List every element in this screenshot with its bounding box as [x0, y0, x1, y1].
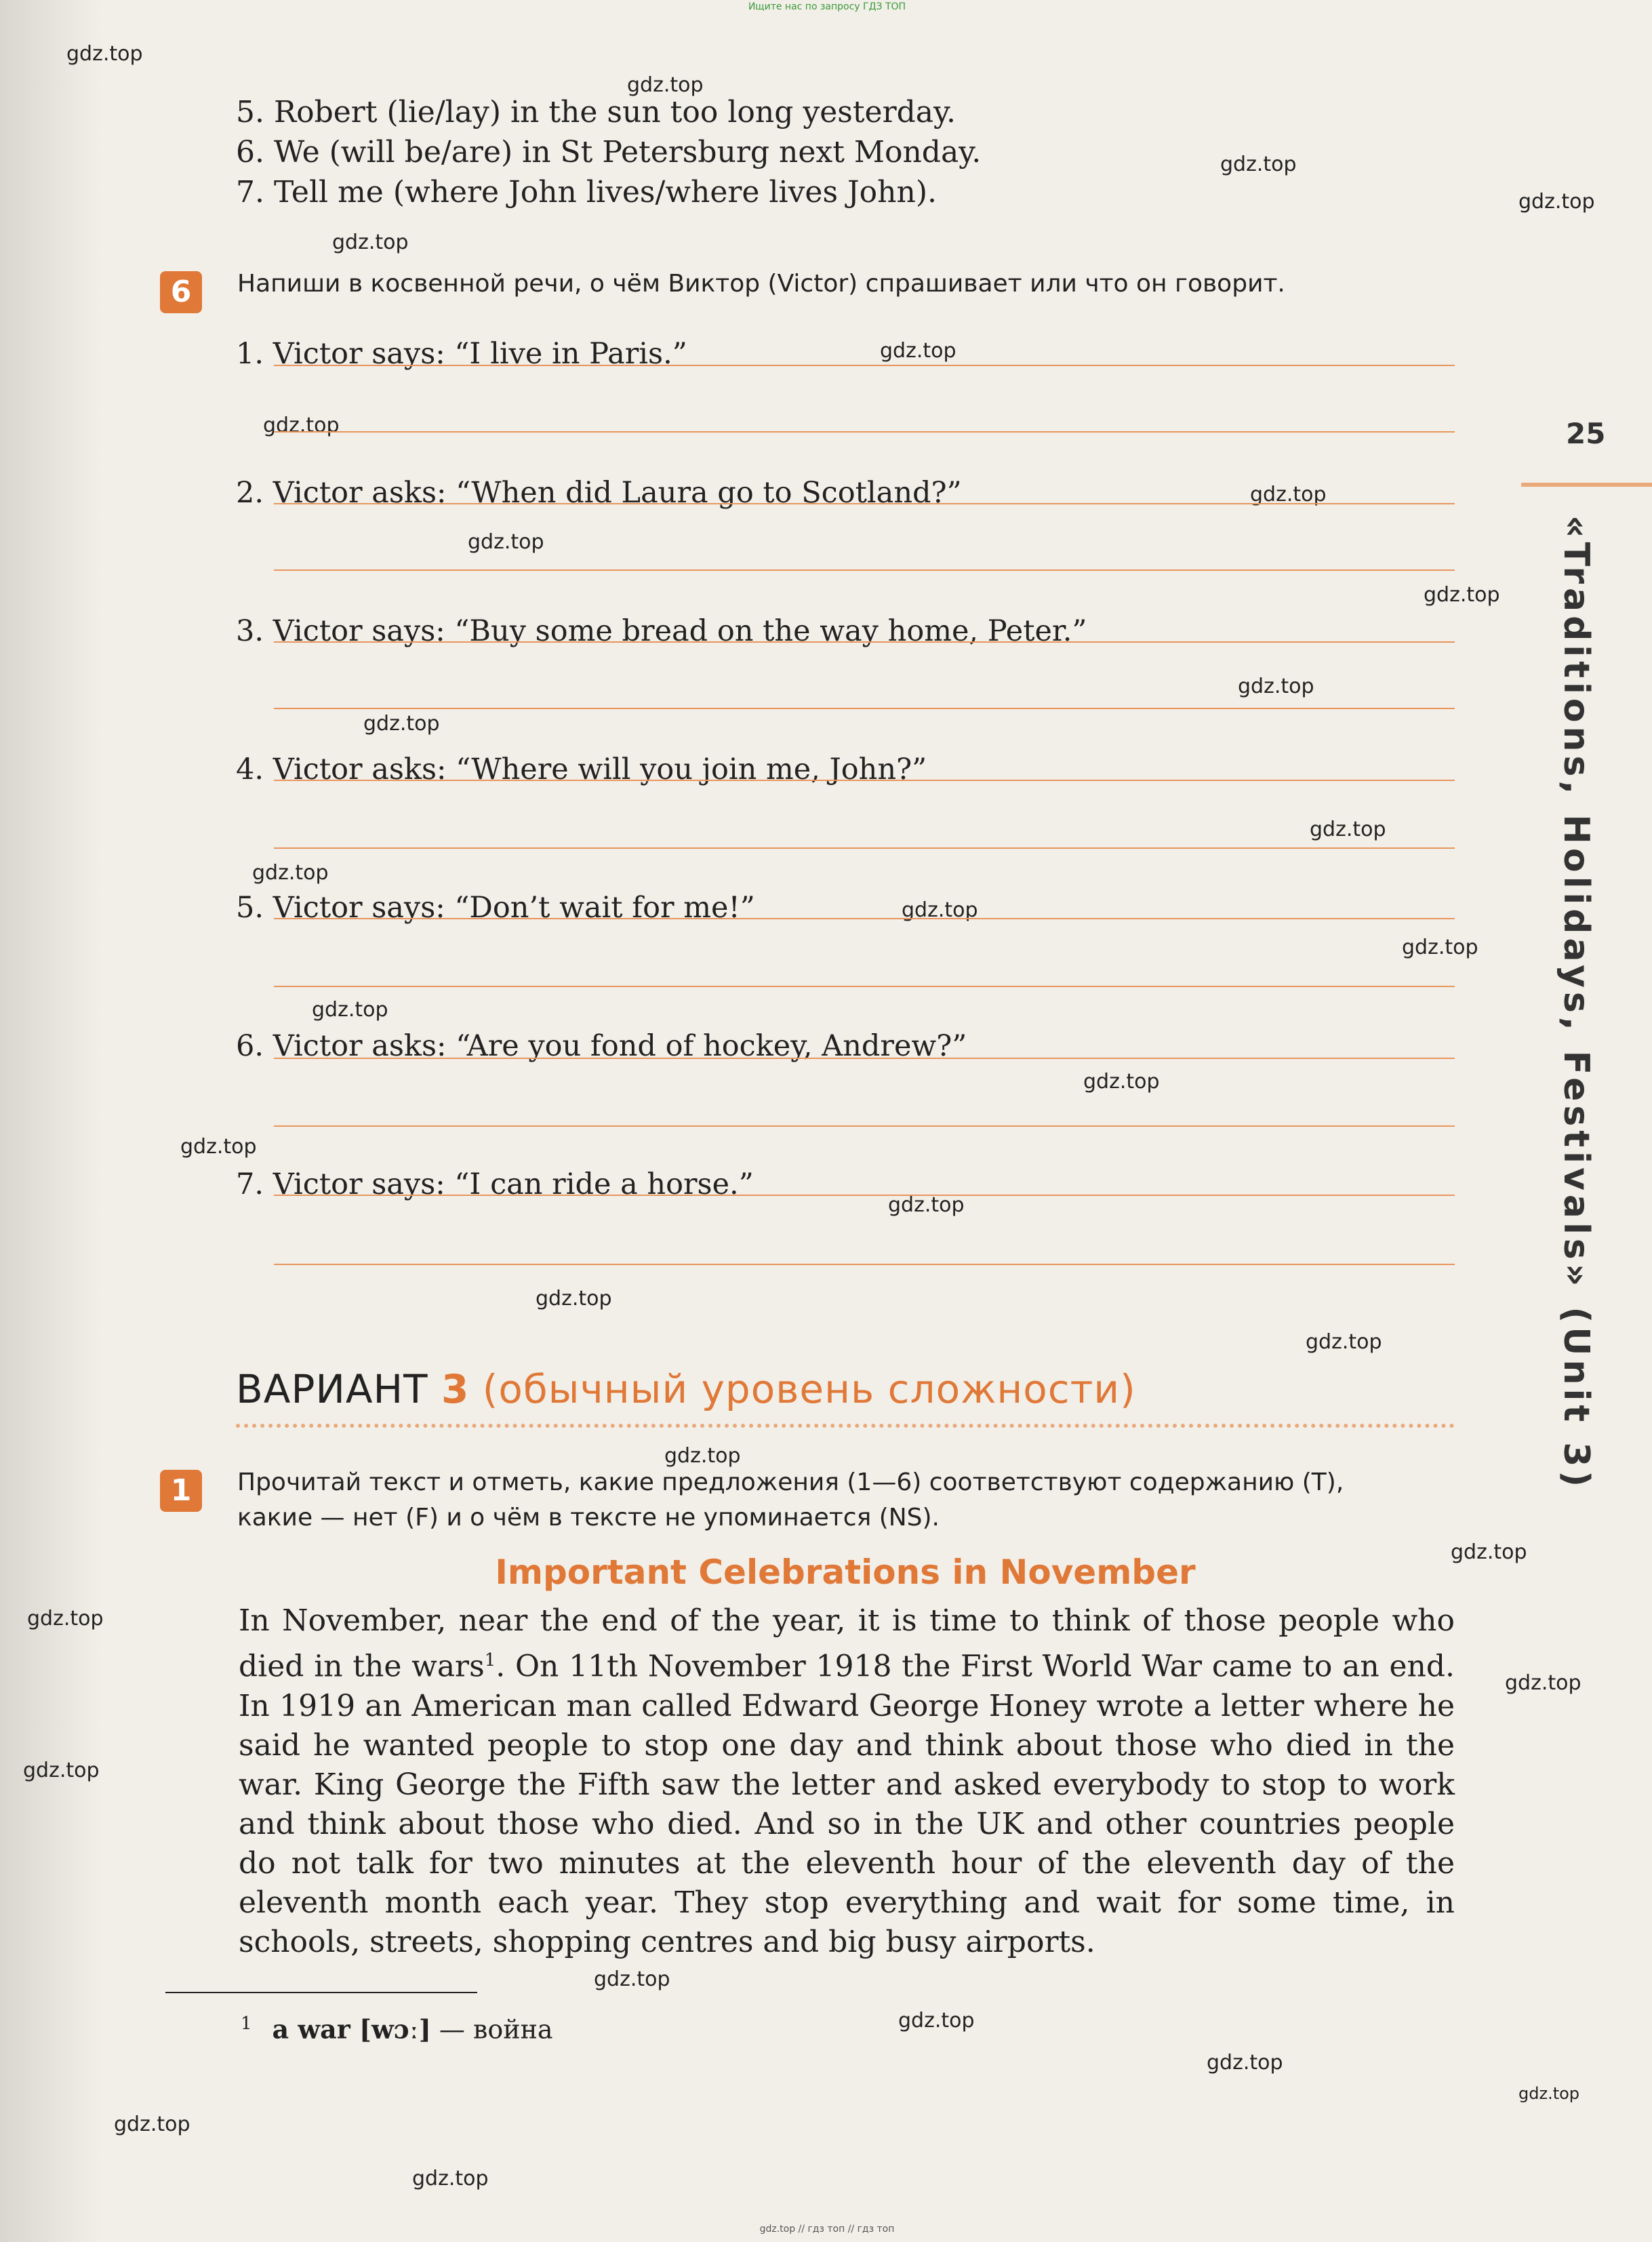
answer-line[interactable]: [274, 569, 1455, 571]
reading-text: [239, 1601, 1455, 1962]
footnote: [241, 2014, 553, 2045]
watermark: gdz.top: [898, 2009, 975, 2033]
watermark: gdz.top: [888, 1193, 965, 1217]
task-number-badge: 6: [160, 271, 202, 313]
exercise-item: 7. Victor says: “I can ride a horse.”: [236, 1167, 754, 1201]
prev-task-line: 7. Tell me (where John lives/where lives John).: [236, 175, 937, 209]
page-shadow: [0, 0, 102, 2242]
task-instruction: Прочитай текст и отметь, какие предложения (1—6) соответствуют содержанию (T),: [237, 1468, 1344, 1496]
watermark: gdz.top: [902, 898, 978, 922]
answer-line[interactable]: [274, 708, 1455, 709]
answer-line[interactable]: [274, 1125, 1455, 1127]
footnote-word: a war [wɔː]: [272, 2014, 431, 2045]
answer-line[interactable]: [274, 918, 1455, 919]
dotted-divider: [236, 1424, 1455, 1428]
footnote-number: 1: [241, 2014, 252, 2034]
exercise-item: 3. Victor says: “Buy some bread on the way home, Peter.”: [236, 614, 1087, 648]
exercise-item: 2. Victor asks: “When did Laura go to Scotland?”: [236, 476, 962, 510]
watermark: gdz.top: [180, 1135, 257, 1159]
exercise-item: 1. Victor says: “I live in Paris.”: [236, 337, 687, 371]
reading-text-part1: In November, near the end of the year, it is time to think of those people who died in the wars: [239, 1603, 1455, 1684]
unit-side-title: «Traditions, Holidays, Festivals» (Unit 3): [1556, 515, 1596, 1492]
prev-task-line: 5. Robert (lie/lay) in the sun too long yesterday.: [236, 95, 956, 129]
footnote-mark: 1: [484, 1650, 496, 1670]
watermark: gdz.top: [1518, 2084, 1580, 2103]
watermark: gdz.top: [627, 73, 704, 97]
watermark: gdz.top: [1250, 483, 1327, 506]
answer-line[interactable]: [274, 986, 1455, 987]
exercise-item: 5. Victor says: “Don’t wait for me!”: [236, 891, 755, 925]
answer-line[interactable]: [274, 1195, 1455, 1196]
exercise-item: 4. Victor asks: “Where will you join me, John?”: [236, 753, 927, 786]
watermark: gdz.top: [1306, 1330, 1382, 1354]
watermark: gdz.top: [263, 414, 340, 437]
watermark: gdz.top: [412, 2167, 489, 2190]
variant-word: ВАРИАНТ: [236, 1366, 428, 1412]
watermark: gdz.top: [27, 1607, 104, 1630]
watermark: gdz.top: [332, 231, 409, 254]
watermark: gdz.top: [1220, 153, 1297, 176]
watermark: gdz.top: [1505, 1671, 1582, 1695]
side-rule: [1521, 483, 1652, 487]
task-instruction: Напиши в косвенной речи, о чём Виктор (Victor) спрашивает или что он говорит.: [237, 270, 1285, 298]
watermark: gdz.top: [1451, 1540, 1527, 1564]
watermark: gdz.top: [1402, 936, 1478, 959]
watermark: gdz.top: [1207, 2051, 1283, 2075]
footnote-translation: — война: [430, 2014, 553, 2045]
watermark: gdz.top: [1310, 818, 1386, 841]
watermark: gdz.top: [252, 861, 329, 885]
answer-line[interactable]: [274, 1264, 1455, 1265]
watermark: gdz.top: [468, 530, 544, 554]
exercise-item: 6. Victor asks: “Are you fond of hockey, Andrew?”: [236, 1029, 967, 1063]
task-number-badge: 1: [160, 1470, 202, 1512]
watermark: gdz.top: [594, 1967, 670, 1991]
answer-line[interactable]: [274, 641, 1455, 643]
watermark: gdz.top: [1083, 1070, 1160, 1094]
footnote-rule: [165, 1992, 477, 1993]
answer-line[interactable]: [274, 780, 1455, 781]
watermark: gdz.top: [880, 339, 956, 363]
watermark: gdz.top: [23, 1759, 100, 1782]
variant-level: (обычный уровень сложности): [482, 1366, 1136, 1412]
watermark: gdz.top: [1518, 190, 1595, 214]
watermark: gdz.top: [536, 1287, 612, 1310]
watermark: gdz.top: [363, 712, 440, 736]
watermark: gdz.top: [664, 1444, 741, 1468]
watermark: gdz.top: [1238, 675, 1314, 698]
reading-text-part2: . On 11th November 1918 the First World War came to an end. In 1919 an American man called Edward George Honey wrote a letter where he said he wanted people to stop one day and think about those who died in the war. King George the Fifth saw the letter and asked everybody to stop to work and think about those who died. And so in the UK and other countries people do not talk for two minutes at the eleventh hour of the eleventh day of the eleventh month each year. They stop everything and wait for some time, in schools, streets, shopping centres and big busy airports.: [239, 1649, 1455, 1959]
variant-heading: [236, 1366, 1136, 1412]
watermark: gdz.top: [114, 2113, 190, 2136]
watermark: gdz.top: [312, 998, 388, 1022]
answer-line[interactable]: [274, 1058, 1455, 1059]
watermark: gdz.top: [66, 42, 143, 66]
top-banner: Ищите нас по запросу ГДЗ ТОП: [748, 1, 906, 12]
variant-number: 3: [441, 1366, 470, 1412]
bottom-banner: gdz.top // гдз топ // гдз топ: [759, 2224, 895, 2235]
prev-task-line: 6. We (will be/are) in St Petersburg next Monday.: [236, 135, 982, 169]
answer-line[interactable]: [274, 503, 1455, 504]
answer-line[interactable]: [274, 431, 1455, 433]
answer-line[interactable]: [274, 365, 1455, 366]
task-instruction: какие — нет (F) и о чём в тексте не упоминается (NS).: [237, 1504, 940, 1532]
answer-line[interactable]: [274, 847, 1455, 849]
page-number: 25: [1566, 417, 1606, 450]
text-title: Important Celebrations in November: [495, 1553, 1196, 1592]
watermark: gdz.top: [1424, 583, 1500, 607]
